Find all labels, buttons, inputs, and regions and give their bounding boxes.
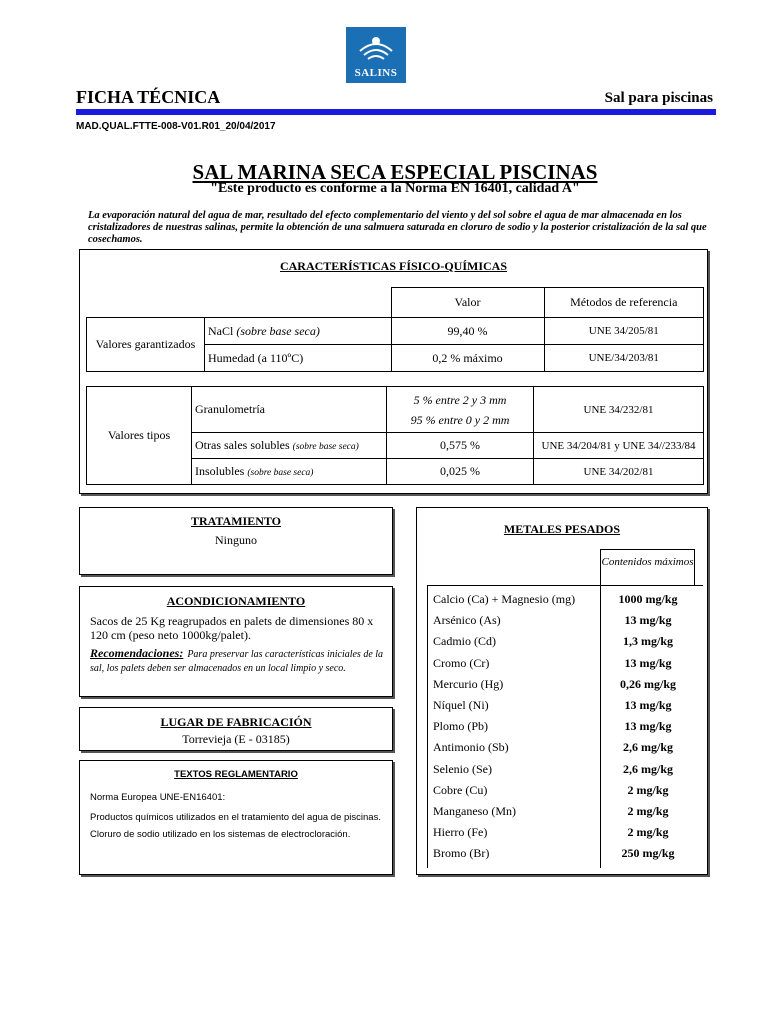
product-title: SAL MARINA SECA ESPECIAL PISCINAS — [192, 160, 598, 184]
packaging-title: ACONDICIONAMIENTO — [166, 594, 306, 608]
treatment-box — [79, 507, 393, 575]
metal-value: 2,6 mg/kg — [622, 761, 673, 776]
row-name: NaCl (sobre base seca) — [205, 318, 392, 345]
metal-row — [433, 634, 703, 655]
metal-value: 13 mg/kg — [624, 698, 672, 712]
metal-row — [433, 825, 703, 846]
metal-row — [433, 698, 703, 719]
metal-row — [433, 613, 703, 634]
metal-name: Bromo (Br) — [433, 846, 490, 861]
regulations-title: TEXTOS REGLAMENTARIO — [174, 769, 298, 780]
waves-icon — [346, 27, 406, 67]
metal-value: 0,26 mg/kg — [619, 676, 676, 691]
metal-name: Selenio (Se) — [433, 761, 492, 776]
metal-row — [433, 762, 703, 783]
col-value-header: Valor — [391, 288, 544, 318]
metal-name: Arsénico (As) — [433, 613, 501, 628]
row-method: UNE 34/204/81 y UNE 34//233/84 — [534, 433, 704, 459]
metal-value: 13 mg/kg — [624, 655, 672, 670]
manufacturing-value: Torrevieja (E - 03185) — [182, 732, 290, 746]
regulations-line: Productos químicos utilizados en el tratamiento del agua de piscinas. — [90, 812, 381, 823]
metal-row — [433, 592, 703, 613]
typical-label: Valores tipos — [87, 387, 192, 485]
metal-value: 1000 mg/kg — [618, 592, 678, 606]
metal-row — [433, 740, 703, 761]
col-method-header: Métodos de referencia — [544, 288, 704, 318]
metal-name: Antimonio (Sb) — [433, 740, 509, 755]
metal-name: Cromo (Cr) — [433, 655, 490, 670]
row-method: UNE 34/205/81 — [544, 318, 704, 345]
metal-row — [433, 804, 703, 825]
metal-value: 2 mg/kg — [627, 804, 669, 818]
metal-row — [433, 846, 703, 867]
row-value: 99,40 % — [391, 318, 544, 345]
metal-name: Calcio (Ca) + Magnesio (mg) — [433, 592, 576, 606]
metal-name: Plomo (Pb) — [433, 719, 489, 734]
regulations-box — [79, 760, 393, 875]
characteristics-title: CARACTERÍSTICAS FÍSICO-QUÍMICAS — [279, 259, 508, 273]
heavy-metals-title: METALES PESADOS — [503, 522, 621, 536]
row-method: UNE 34/232/81 — [534, 387, 704, 433]
row-name: Humedad (a 110ºC) — [205, 345, 392, 372]
metal-name: Hierro (Fe) — [433, 825, 488, 840]
manufacturing-place-box — [79, 707, 393, 751]
row-value: 0,025 % — [387, 459, 534, 485]
metal-name: Cobre (Cu) — [433, 782, 488, 797]
row-value: 0,2 % máximo — [391, 345, 544, 372]
logo-text: SALINS — [354, 67, 398, 79]
treatment-value: Ninguno — [215, 533, 257, 547]
metal-value: 13 mg/kg — [624, 719, 672, 734]
regulations-line: Cloruro de sodio utilizado en los sistemas de electrocloración. — [90, 829, 351, 840]
treatment-title: TRATAMIENTO — [190, 514, 281, 528]
metal-value: 13 mg/kg — [624, 613, 672, 628]
max-content-header: Contenidos máximos — [600, 549, 695, 585]
intro-paragraph: La evaporación natural del agua de mar, resultado del efecto complementario del viento y del sol sobre el agua de mar almacenada en los cristalizadores de nuestras salinas, permite la obtención de una salmuera saturada en cloruro de sodio y la posterior cristalización de la sal que cosechamos. — [88, 210, 707, 245]
product-subtitle: "Este producto es conforme a la Norma EN 16401, calidad A" — [210, 181, 580, 196]
row-method: UNE 34/202/81 — [534, 459, 704, 485]
row-value: 0,575 % — [387, 433, 534, 459]
metal-name: Cadmio (Cd) — [433, 634, 496, 649]
packaging-text: Sacos de 25 Kg reagrupados en palets de dimensiones 80 x 120 cm (peso neto 1000kg/palet). — [90, 614, 374, 642]
metal-name: Níquel (Ni) — [433, 698, 489, 712]
typical-table — [86, 386, 704, 485]
salins-logo — [346, 27, 406, 83]
metal-value: 1,3 mg/kg — [622, 634, 673, 649]
metal-row — [433, 656, 703, 677]
doc-type-title: FICHA TÉCNICA — [76, 87, 221, 107]
row-value: 5 % entre 2 y 3 mm 95 % entre 0 y 2 mm — [387, 387, 534, 433]
regulations-line: Norma Europea UNE-EN16401: — [90, 792, 226, 803]
row-name: Granulometría — [192, 387, 387, 433]
row-name: Insolubles (sobre base seca) — [192, 459, 387, 485]
metal-value: 2 mg/kg — [627, 825, 669, 840]
row-method: UNE/34/203/81 — [544, 345, 704, 372]
row-name: Otras sales solubles (sobre base seca) — [192, 433, 387, 459]
metal-value: 2,6 mg/kg — [622, 740, 673, 755]
metal-value: 250 mg/kg — [621, 846, 675, 861]
guaranteed-table — [86, 287, 704, 372]
metal-value: 2 mg/kg — [627, 782, 669, 797]
metal-name: Manganeso (Mn) — [433, 804, 516, 818]
metal-row — [433, 677, 703, 698]
document-code: MAD.QUAL.FTTE-008-V01.R01_20/04/2017 — [76, 121, 276, 132]
recommendations: Recomendaciones: Para preservar las características iniciales de la sal, los palets deben ser almacenados en un local limpio y seco. — [90, 646, 384, 674]
header-divider — [76, 109, 716, 115]
metal-name: Mercurio (Hg) — [433, 676, 504, 691]
product-category: Sal para piscinas — [604, 90, 713, 106]
manufacturing-title: LUGAR DE FABRICACIÓN — [160, 715, 312, 729]
packaging-box — [79, 586, 393, 697]
metal-row — [433, 783, 703, 804]
metal-row — [433, 719, 703, 740]
guaranteed-label: Valores garantizados — [87, 318, 205, 372]
